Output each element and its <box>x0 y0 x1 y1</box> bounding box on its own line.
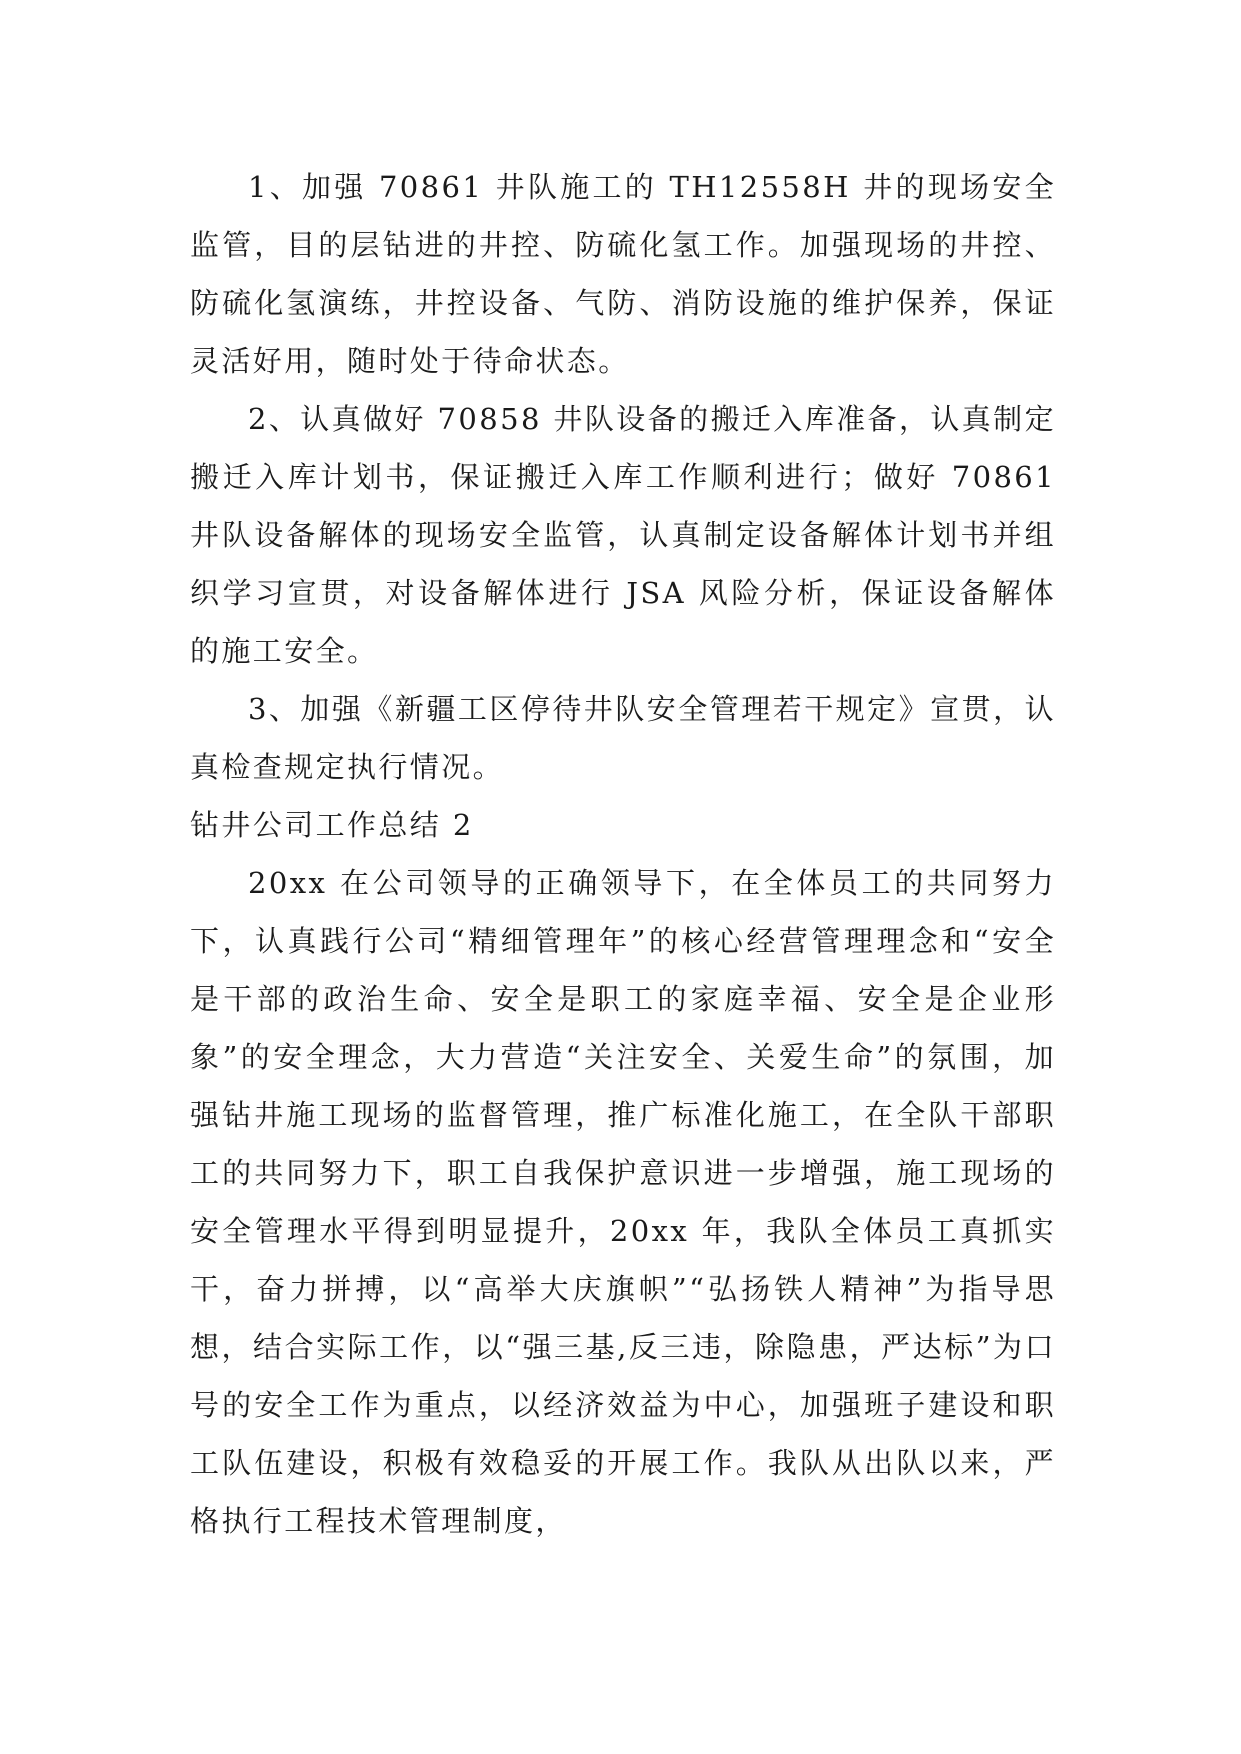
paragraph-item-1: 1、加强 70861 井队施工的 TH12558H 井的现场安全监管，目的层钻进的井控、防硫化氢工作。加强现场的井控、防硫化氢演练，井控设备、气防、消防设施的维护保养，保证灵活好用，随时处于待命状态。 <box>190 170 1056 378</box>
paragraph-item-2: 2、认真做好 70858 井队设备的搬迁入库准备，认真制定搬迁入库计划书，保证搬迁入库工作顺利进行；做好 70861 井队设备解体的现场安全监管，认真制定设备解体计划书并组织学习宣贯，对设备解体进行 JSA 风险分析，保证设备解体的施工安全。 <box>190 402 1056 668</box>
paragraph-item-3: 3、加强《新疆工区停待井队安全管理若干规定》宣贯，认真检查规定执行情况。 <box>190 692 1056 784</box>
section-heading: 钻井公司工作总结 2 <box>190 808 474 842</box>
document-body <box>190 158 1056 1550</box>
body-paragraph: 20xx 在公司领导的正确领导下，在全体员工的共同努力下，认真践行公司“精细管理年”的核心经营管理理念和“安全是干部的政治生命、安全是职工的家庭幸福、安全是企业形象”的安全理念，大力营造“关注安全、关爱生命”的氛围，加强钻井施工现场的监督管理，推广标准化施工，在全队干部职工的共同努力下，职工自我保护意识进一步增强，施工现场的安全管理水平得到明显提升，20xx 年，我队全体员工真抓实干，奋力拼搏，以“高举大庆旗帜”“弘扬铁人精神”为指导思想，结合实际工作，以“强三基,反三违，除隐患，严达标”为口号的安全工作为重点，以经济效益为中心，加强班子建设和职工队伍建设，积极有效稳妥的开展工作。我队从出队以来，严格执行工程技术管理制度， <box>190 866 1056 1538</box>
